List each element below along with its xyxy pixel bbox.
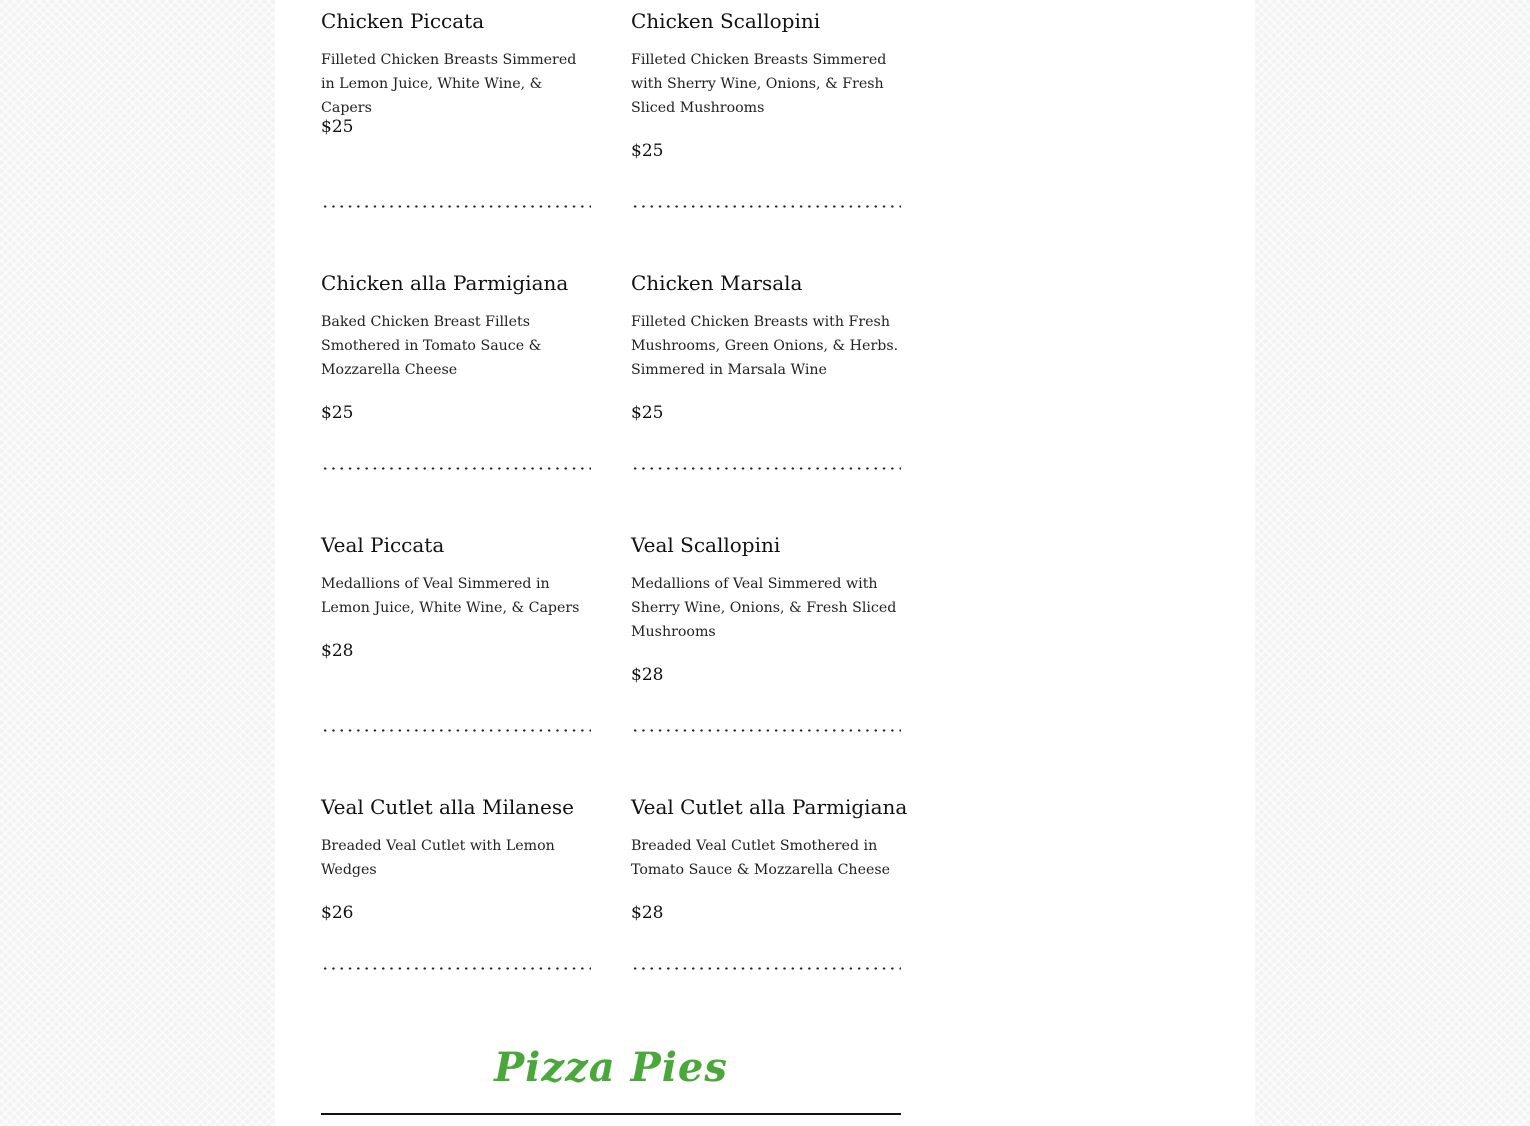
- menu-item-price: $25: [321, 117, 354, 137]
- menu-item-description: Breaded Veal Cutlet Smothered in Tomato Sauce & Mozzarella Cheese: [631, 838, 891, 878]
- menu-item: [631, 0, 901, 262]
- menu-item: [631, 786, 908, 1048]
- menu-item-price: $25: [631, 141, 664, 161]
- menu-item-name: Chicken Marsala: [631, 271, 803, 295]
- menu-item: [321, 0, 591, 262]
- dotted-divider: [321, 467, 591, 470]
- menu-item: [321, 786, 591, 1048]
- dotted-divider: [321, 729, 591, 732]
- menu-item-price: $25: [631, 403, 664, 423]
- menu-item-name: Chicken alla Parmigiana: [321, 271, 569, 295]
- menu-item-name: Veal Cutlet alla Parmigiana: [631, 795, 908, 819]
- menu-item-description: Baked Chicken Breast Fillets Smothered in Tomato Sauce & Mozzarella Cheese: [321, 314, 542, 378]
- menu-item: [321, 524, 591, 786]
- dotted-divider: [321, 205, 591, 208]
- menu-item-name: Chicken Scallopini: [631, 9, 821, 33]
- menu-item-name: Chicken Piccata: [321, 9, 485, 33]
- section-heading-pizza-pies: Pizza Pies: [494, 1044, 728, 1091]
- dotted-divider: [631, 205, 901, 208]
- dotted-divider: [631, 729, 901, 732]
- menu-item-description: Medallions of Veal Simmered in Lemon Juice, White Wine, & Capers: [321, 576, 580, 616]
- menu-item-description: Medallions of Veal Simmered with Sherry Wine, Onions, & Fresh Sliced Mushrooms: [631, 576, 897, 640]
- menu-item-price: $28: [631, 903, 664, 923]
- dotted-divider: [631, 967, 901, 970]
- menu-item: [321, 262, 591, 524]
- menu-item-price: $25: [321, 403, 354, 423]
- menu-item-name: Veal Piccata: [321, 533, 445, 557]
- menu-item-price: $28: [631, 665, 664, 685]
- section-divider: [321, 1113, 901, 1115]
- menu-item: [631, 524, 901, 786]
- menu-item-name: Veal Scallopini: [631, 533, 781, 557]
- dotted-divider: [321, 967, 591, 970]
- dotted-divider: [631, 467, 901, 470]
- menu-item-price: $26: [321, 903, 354, 923]
- menu-item-description: Breaded Veal Cutlet with Lemon Wedges: [321, 838, 555, 878]
- menu-item-name: Veal Cutlet alla Milanese: [321, 795, 574, 819]
- menu-item-description: Filleted Chicken Breasts with Fresh Mushrooms, Green Onions, & Herbs. Simmered in Marsala Wine: [631, 314, 899, 378]
- menu-item-description: Filleted Chicken Breasts Simmered with Sherry Wine, Onions, & Fresh Sliced Mushrooms: [631, 52, 887, 116]
- menu-item-description: Filleted Chicken Breasts Simmered in Lemon Juice, White Wine, & Capers: [321, 52, 577, 116]
- menu-item-price: $28: [321, 641, 354, 661]
- menu-page: [275, 0, 1255, 1126]
- menu-item: [631, 262, 901, 524]
